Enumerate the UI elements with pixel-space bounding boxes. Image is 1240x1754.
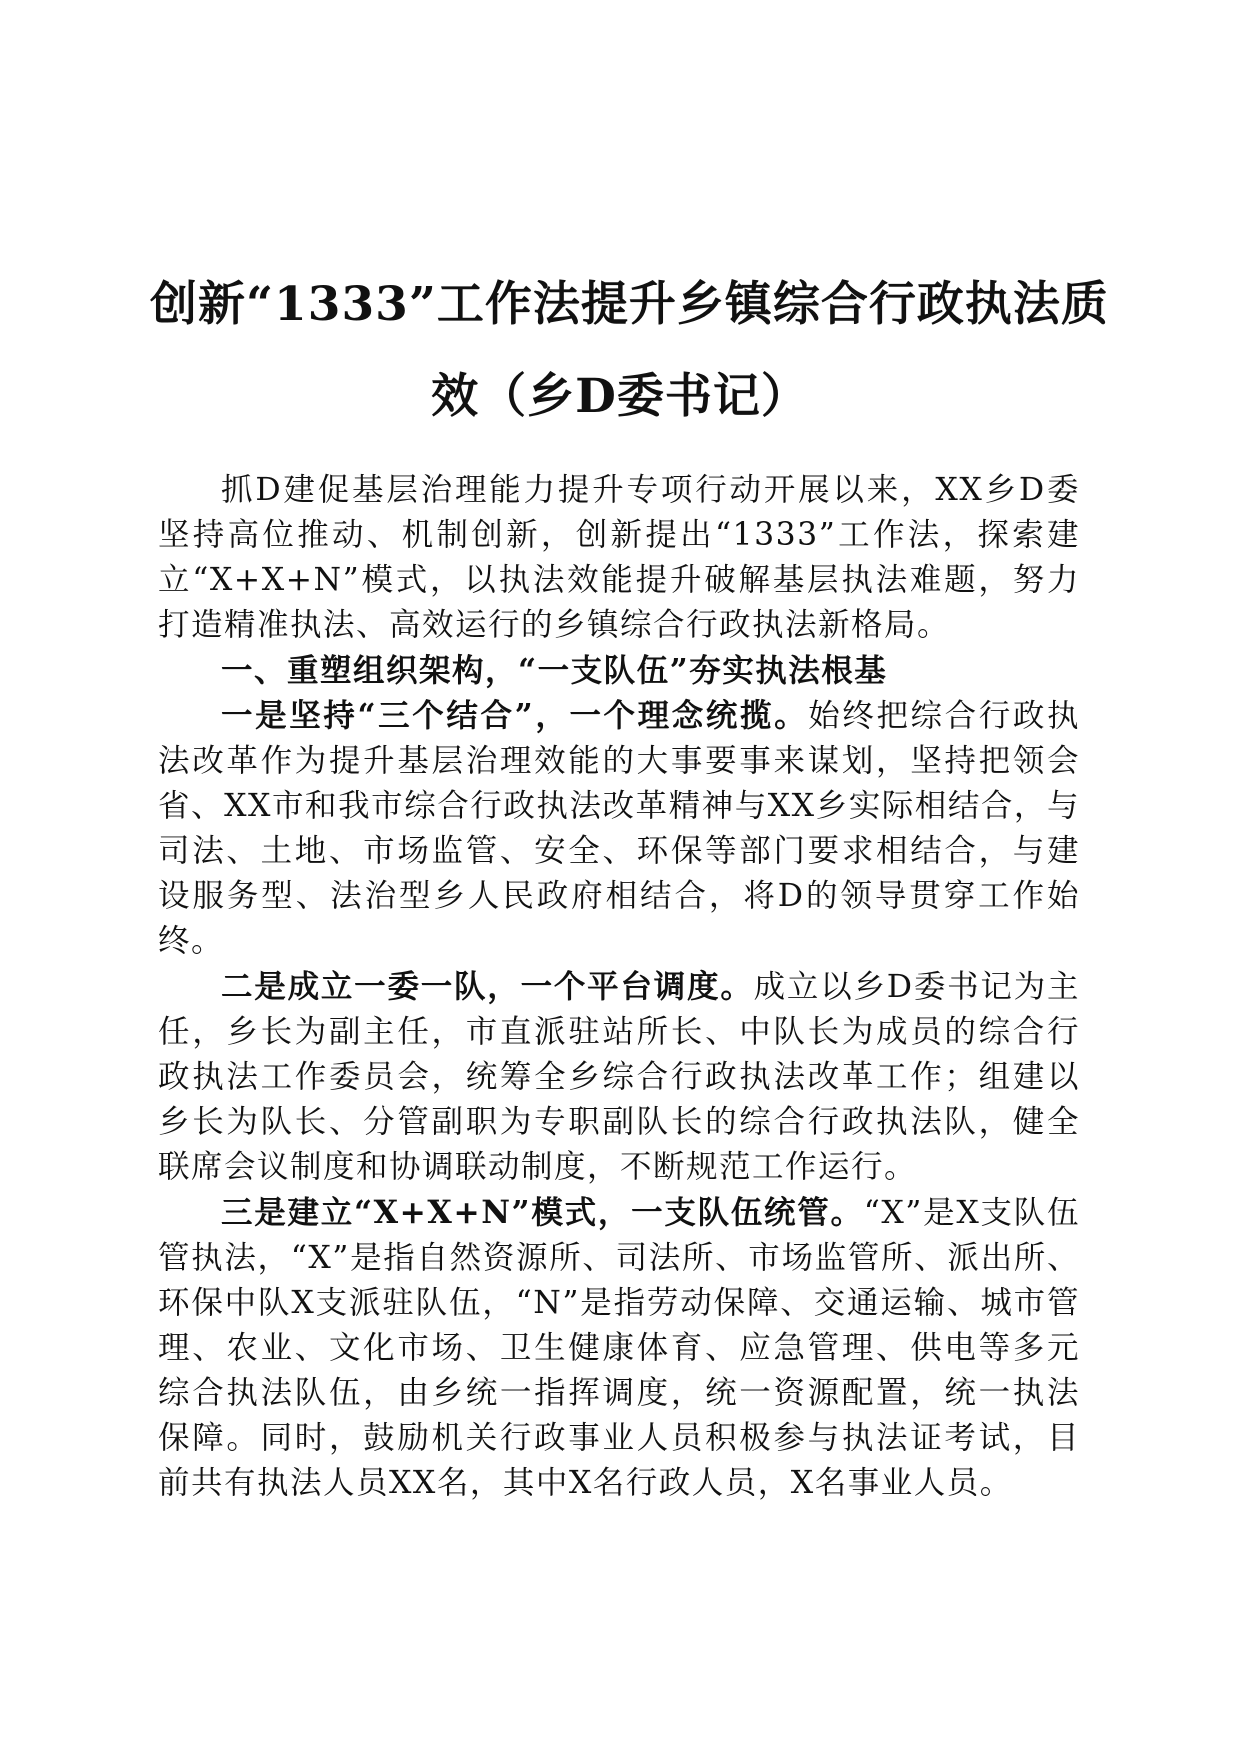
section-heading-1: 一、重塑组织架构，“一支队伍”夯实执法根基 [221,652,888,689]
document-body [158,468,1080,1506]
intro-paragraph-text: 抓D建促基层治理能力提升专项行动开展以来，XX乡D委坚持高位推动、机制创新，创新提出“1333”工作法，探索建立“X+X+N”模式，以执法效能提升破解基层执法难题，努力打造精准执法、高效运行的乡镇综合行政执法新格局。 [158,472,1080,643]
point-text-2: 成立以乡D委书记为主任，乡长为副主任，市直派驻站所长、中队长为成员的综合行政执法工作委员会，统筹全乡综合行政执法改革工作；组建以乡长为队长、分管副职为专职副队长的综合行政执法队，健全联席会议制度和协调联动制度，不断规范工作运行。 [158,969,1080,1185]
title-line-1: 创新“1333”工作法提升乡镇综合行政执法质 [150,277,1109,333]
point-lead-1: 一是坚持“三个结合”，一个理念统揽。 [221,697,809,734]
point-paragraph-3 [158,1190,1080,1506]
intro-paragraph [158,468,1080,648]
point-paragraph-2 [158,964,1080,1190]
point-text-1: 始终把综合行政执法改革作为提升基层治理效能的大事要事来谋划，坚持把领会省、XX市和我市综合行政执法改革精神与XX乡实际相结合，与司法、土地、市场监管、安全、环保等部门要求相结合，与建设服务型、法治型乡人民政府相结合，将D的领导贯穿工作始终。 [158,698,1080,959]
document-title [150,259,1109,443]
point-lead-2: 二是成立一委一队，一个平台调度。 [221,968,754,1005]
point-paragraph-1 [158,693,1080,964]
title-line-2: 效（乡D委书记） [431,369,809,425]
point-text-3: “X”是X支队伍管执法，“X”是指自然资源所、司法所、市场监管所、派出所、环保中队X支派驻队伍，“N”是指劳动保障、交通运输、城市管理、农业、文化市场、卫生健康体育、应急管理、供电等多元综合执法队伍，由乡统一指挥调度，统一资源配置，统一执法保障。同时，鼓励机关行政事业人员积极参与执法证考试，目前共有执法人员XX名，其中X名行政人员，X名事业人员。 [158,1195,1080,1501]
point-lead-3: 三是建立“X+X+N”模式，一支队伍统管。 [221,1194,864,1231]
